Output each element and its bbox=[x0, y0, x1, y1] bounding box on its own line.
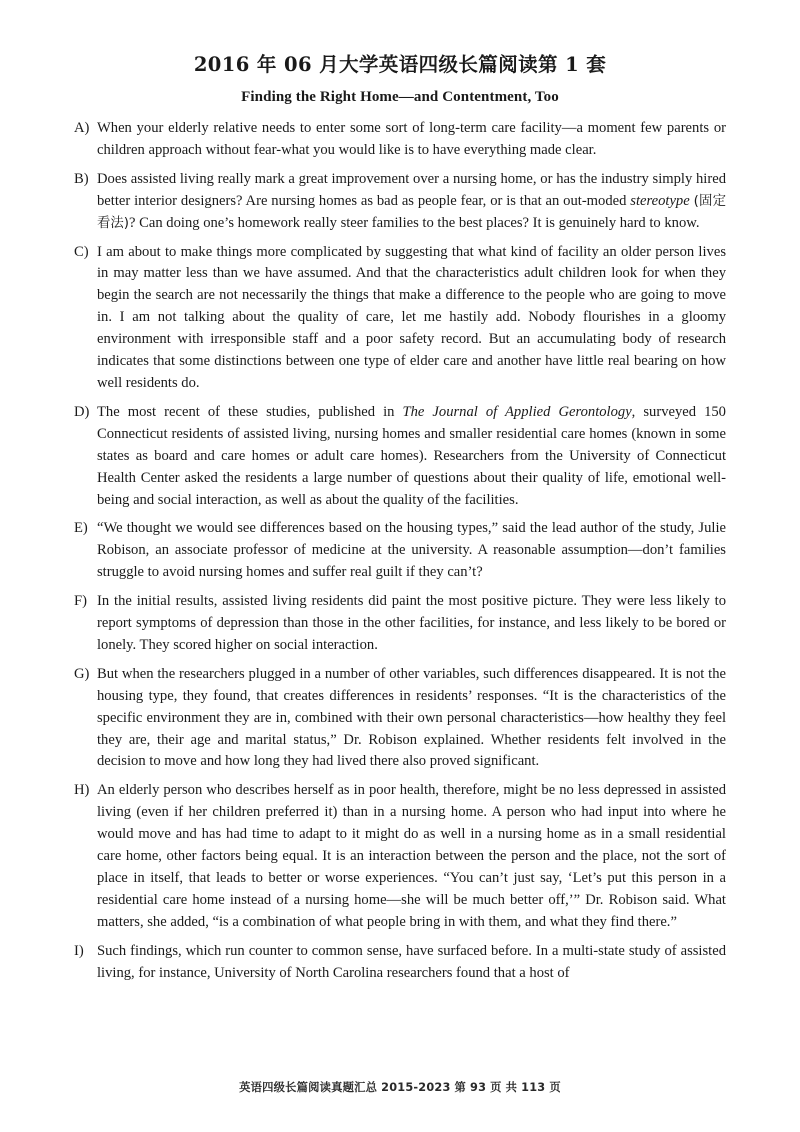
footer-years: 2015-2023 bbox=[381, 1081, 451, 1094]
paragraph-label-f: F) bbox=[74, 593, 87, 610]
paragraph-text-h: An elderly person who describes herself as in poor health, therefore, might be no less depressed in assisted living (even if her children preferred it) than in a nursing home. A person who had input into where he would move and has had time to adapt to it might do as well in a nursing home as in a small residential care home, other factors being equal. It is an interaction between the person and the place, not the sort of place in itself, that leads to better or worse experiences. “You can’t just say, ‘Let’s put this person in a residential care home instead of a nursing home—she will be much better off,’” Dr. Robison said. What matters, she added, “is a combination of what people bring in with them, and what they find there.” bbox=[97, 782, 726, 930]
paragraph-e bbox=[74, 518, 726, 584]
paragraph-d bbox=[74, 402, 726, 512]
footer-source: 英语四级长篇阅读真题汇总 bbox=[239, 1081, 378, 1094]
paragraph-label-d: D) bbox=[74, 403, 90, 420]
paragraph-label-c: C) bbox=[74, 243, 89, 260]
page-title: 2016 年 06 月大学英语四级长篇阅读第 1 套 bbox=[193, 53, 607, 76]
footer-page-number: 93 bbox=[470, 1081, 487, 1094]
paragraph-b-part1: Does assisted living really mark a great improvement over a nursing home, or has the industry simply hired better interior designers? Are nursing homes as bad as people fear, or is that an out-moded bbox=[97, 170, 726, 209]
paragraph-d-part2: , surveyed 150 Connecticut residents of assisted living, nursing homes and smaller residential care homes (known in some states as board and care homes or adult care homes). Researchers from the University of Connecticut Health Center asked the residents a large number of questions about their quality of life, emotional well-being and social interaction, as well as about the quality of the facilities. bbox=[97, 403, 726, 508]
paragraph-label-a: A) bbox=[74, 120, 90, 136]
paragraph-text-a: When your elderly relative needs to enter some sort of long-term care facility—a moment few parents or children approach without fear-what you would like is to have everything made clear. bbox=[97, 120, 726, 158]
paragraph-a bbox=[74, 118, 726, 162]
paragraph-label-i: I) bbox=[74, 942, 84, 959]
paragraph-c bbox=[74, 242, 726, 395]
article-body bbox=[74, 118, 726, 992]
paragraph-b-italic-term: stereotype bbox=[630, 192, 690, 209]
article-subtitle: Finding the Right Home—and Contentment, Too bbox=[241, 89, 559, 105]
footer-total-number: 113 bbox=[521, 1081, 546, 1094]
paragraph-b-chinese-gloss: (固定看法) bbox=[97, 193, 726, 231]
footer-total-unit: 页 bbox=[549, 1081, 561, 1094]
paragraph-text-i: Such findings, which run counter to common sense, have surfaced before. In a multi-state study of assisted living, for instance, University of North Carolina researchers found that a host of bbox=[97, 942, 726, 981]
paragraph-b bbox=[74, 169, 726, 235]
paragraph-text-c: I am about to make things more complicated by suggesting that what kind of facility an older person lives in may matter less than we have assumed. And that the characteristics adult children look for when they begin the search are not necessarily the things that make a difference to the people who are going to move in. I am not talking about the quality of care, let me hastily add. Nobody flourishes in a gloomy environment with irresponsible staff and a poor safety record. But an accumulating body of research indicates that some distinctions between one type of elder care and another have little real bearing on how well residents do. bbox=[97, 243, 726, 391]
paragraph-f bbox=[74, 591, 726, 657]
paragraph-text-f: In the initial results, assisted living residents did paint the most positive picture. They were less likely to report symptoms of depression than those in the other facilities, for instance, and less likely to be bored or lonely. They scored higher on social interaction. bbox=[97, 593, 726, 653]
paragraph-i bbox=[74, 941, 726, 985]
footer-page-unit: 页 bbox=[490, 1081, 502, 1094]
paragraph-g bbox=[74, 664, 726, 774]
paragraph-text-b bbox=[97, 169, 726, 235]
paragraph-label-g: G) bbox=[74, 665, 90, 682]
paragraph-d-part1: The most recent of these studies, published in bbox=[97, 403, 403, 420]
paragraph-label-h: H) bbox=[74, 782, 90, 799]
paragraph-label-b: B) bbox=[74, 170, 89, 187]
footer-total-prefix: 共 bbox=[505, 1081, 518, 1094]
paragraph-text-e: “We thought we would see differences based on the housing types,” said the lead author of the study, Julie Robison, an associate professor of medicine at the university. A reasonable assumption—don’t families struggle to avoid nursing homes and suffer real guilt if they can’t? bbox=[97, 520, 726, 581]
paragraph-text-d bbox=[97, 402, 726, 512]
paragraph-label-e: E) bbox=[74, 520, 88, 537]
paragraph-h bbox=[74, 780, 726, 933]
paragraph-d-journal-title: The Journal of Applied Gerontology bbox=[402, 403, 632, 420]
paragraph-b-part2: ? Can doing one’s homework really steer families to the best places? It is genuinely hard to know. bbox=[129, 214, 700, 231]
page-footer bbox=[0, 1079, 800, 1095]
paragraph-text-g: But when the researchers plugged in a number of other variables, such differences disappeared. It is not the housing type, they found, that creates differences in residents’ responses. “It is the characteristics of the specific environment they are in, combined with their own personal characteristics—how healthy they feel they are, their age and marital status,” Dr. Robison explained. Whether residents felt involved in the decision to move and how long they had lived there also proved significant. bbox=[97, 665, 726, 770]
footer-page-prefix: 第 bbox=[454, 1081, 467, 1094]
